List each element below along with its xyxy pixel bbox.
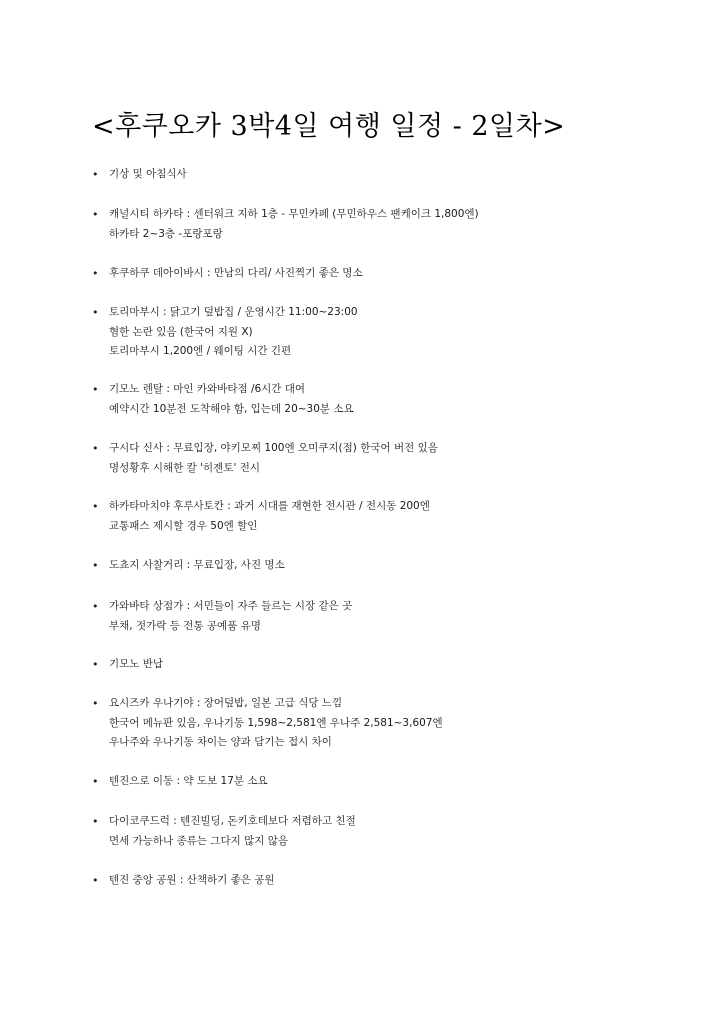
bullet-icon: • <box>92 500 99 513</box>
bullet-icon: • <box>92 208 99 221</box>
page-title: <후쿠오카 3박4일 여행 일정 - 2일차> <box>92 111 566 142</box>
bullet-icon: • <box>92 658 99 671</box>
bullet-icon: • <box>92 559 99 572</box>
item-line: 토리마부시 1,200엔 / 웨이팅 시간 긴편 <box>109 345 292 357</box>
item-line: 가와바타 상점가 : 서민들이 자주 들르는 시장 같은 곳 <box>109 600 353 612</box>
bullet-icon: • <box>92 815 99 828</box>
item-line: 도쵸지 사찰거리 : 무료입장, 사진 명소 <box>109 559 285 571</box>
bullet-icon: • <box>92 168 99 181</box>
bullet-icon: • <box>92 697 99 710</box>
bullet-icon: • <box>92 306 99 319</box>
item-line: 우나주와 우나기동 차이는 양과 담기는 접시 차이 <box>109 736 332 748</box>
item-line: 요시즈카 우나기야 : 장어덮밥, 일본 고급 식당 느낌 <box>109 697 343 709</box>
item-line: 텐진 중앙 공원 : 산책하기 좋은 공원 <box>109 874 275 886</box>
item-line: 혐한 논란 있음 (한국어 지원 X) <box>109 325 253 338</box>
item-line: 캐널시티 하카타 : 센터워크 지하 1층 - 무민카페 (무민하우스 팬케이크 1,800엔) <box>109 208 479 220</box>
item-line: 구시다 신사 : 무료입장, 야키모찌 100엔 오미쿠지(점) 한국어 버전 있음 <box>109 442 438 454</box>
item-line: 한국어 메뉴판 있음, 우나기동 1,598~2,581엔 우나주 2,581~3,607엔 <box>109 716 443 729</box>
item-line: 기모노 반납 <box>109 658 164 670</box>
item-line: 토리마부시 : 닭고기 덮밥집 / 운영시간 11:00~23:00 <box>109 306 358 318</box>
item-line: 명성황후 시해한 칼 '히젠토' 전시 <box>109 461 260 474</box>
item-line: 기상 및 아침식사 <box>109 168 187 180</box>
item-line: 하카타마치야 후루사토칸 : 과거 시대를 재현한 전시관 / 전시동 200엔 <box>109 500 430 512</box>
item-line: 면세 가능하나 종류는 그다지 많지 않음 <box>109 834 288 847</box>
item-line: 다이코쿠드럭 : 텐진빌딩, 돈키호테보다 저렴하고 친절 <box>109 815 356 827</box>
bullet-icon: • <box>92 600 99 613</box>
bullet-icon: • <box>92 267 99 280</box>
bullet-icon: • <box>92 442 99 455</box>
item-line: 교통패스 제시할 경우 50엔 할인 <box>109 519 258 532</box>
item-line: 예약시간 10분전 도착해야 함, 입는데 20~30분 소요 <box>109 402 354 415</box>
bullet-icon: • <box>92 383 99 396</box>
item-line: 후쿠하쿠 데아이바시 : 만남의 다리/ 사진찍기 좋은 명소 <box>109 267 363 279</box>
item-line: 텐진으로 이동 : 약 도보 17분 소요 <box>109 775 268 787</box>
item-line: 기모노 렌탈 : 마인 카와바타점 /6시간 대여 <box>109 383 306 395</box>
bullet-icon: • <box>92 775 99 788</box>
item-line: 부채, 젓가락 등 전통 공예품 유명 <box>109 619 261 632</box>
item-line: 하카타 2~3층 -포랑포랑 <box>109 227 223 240</box>
bullet-icon: • <box>92 874 99 887</box>
